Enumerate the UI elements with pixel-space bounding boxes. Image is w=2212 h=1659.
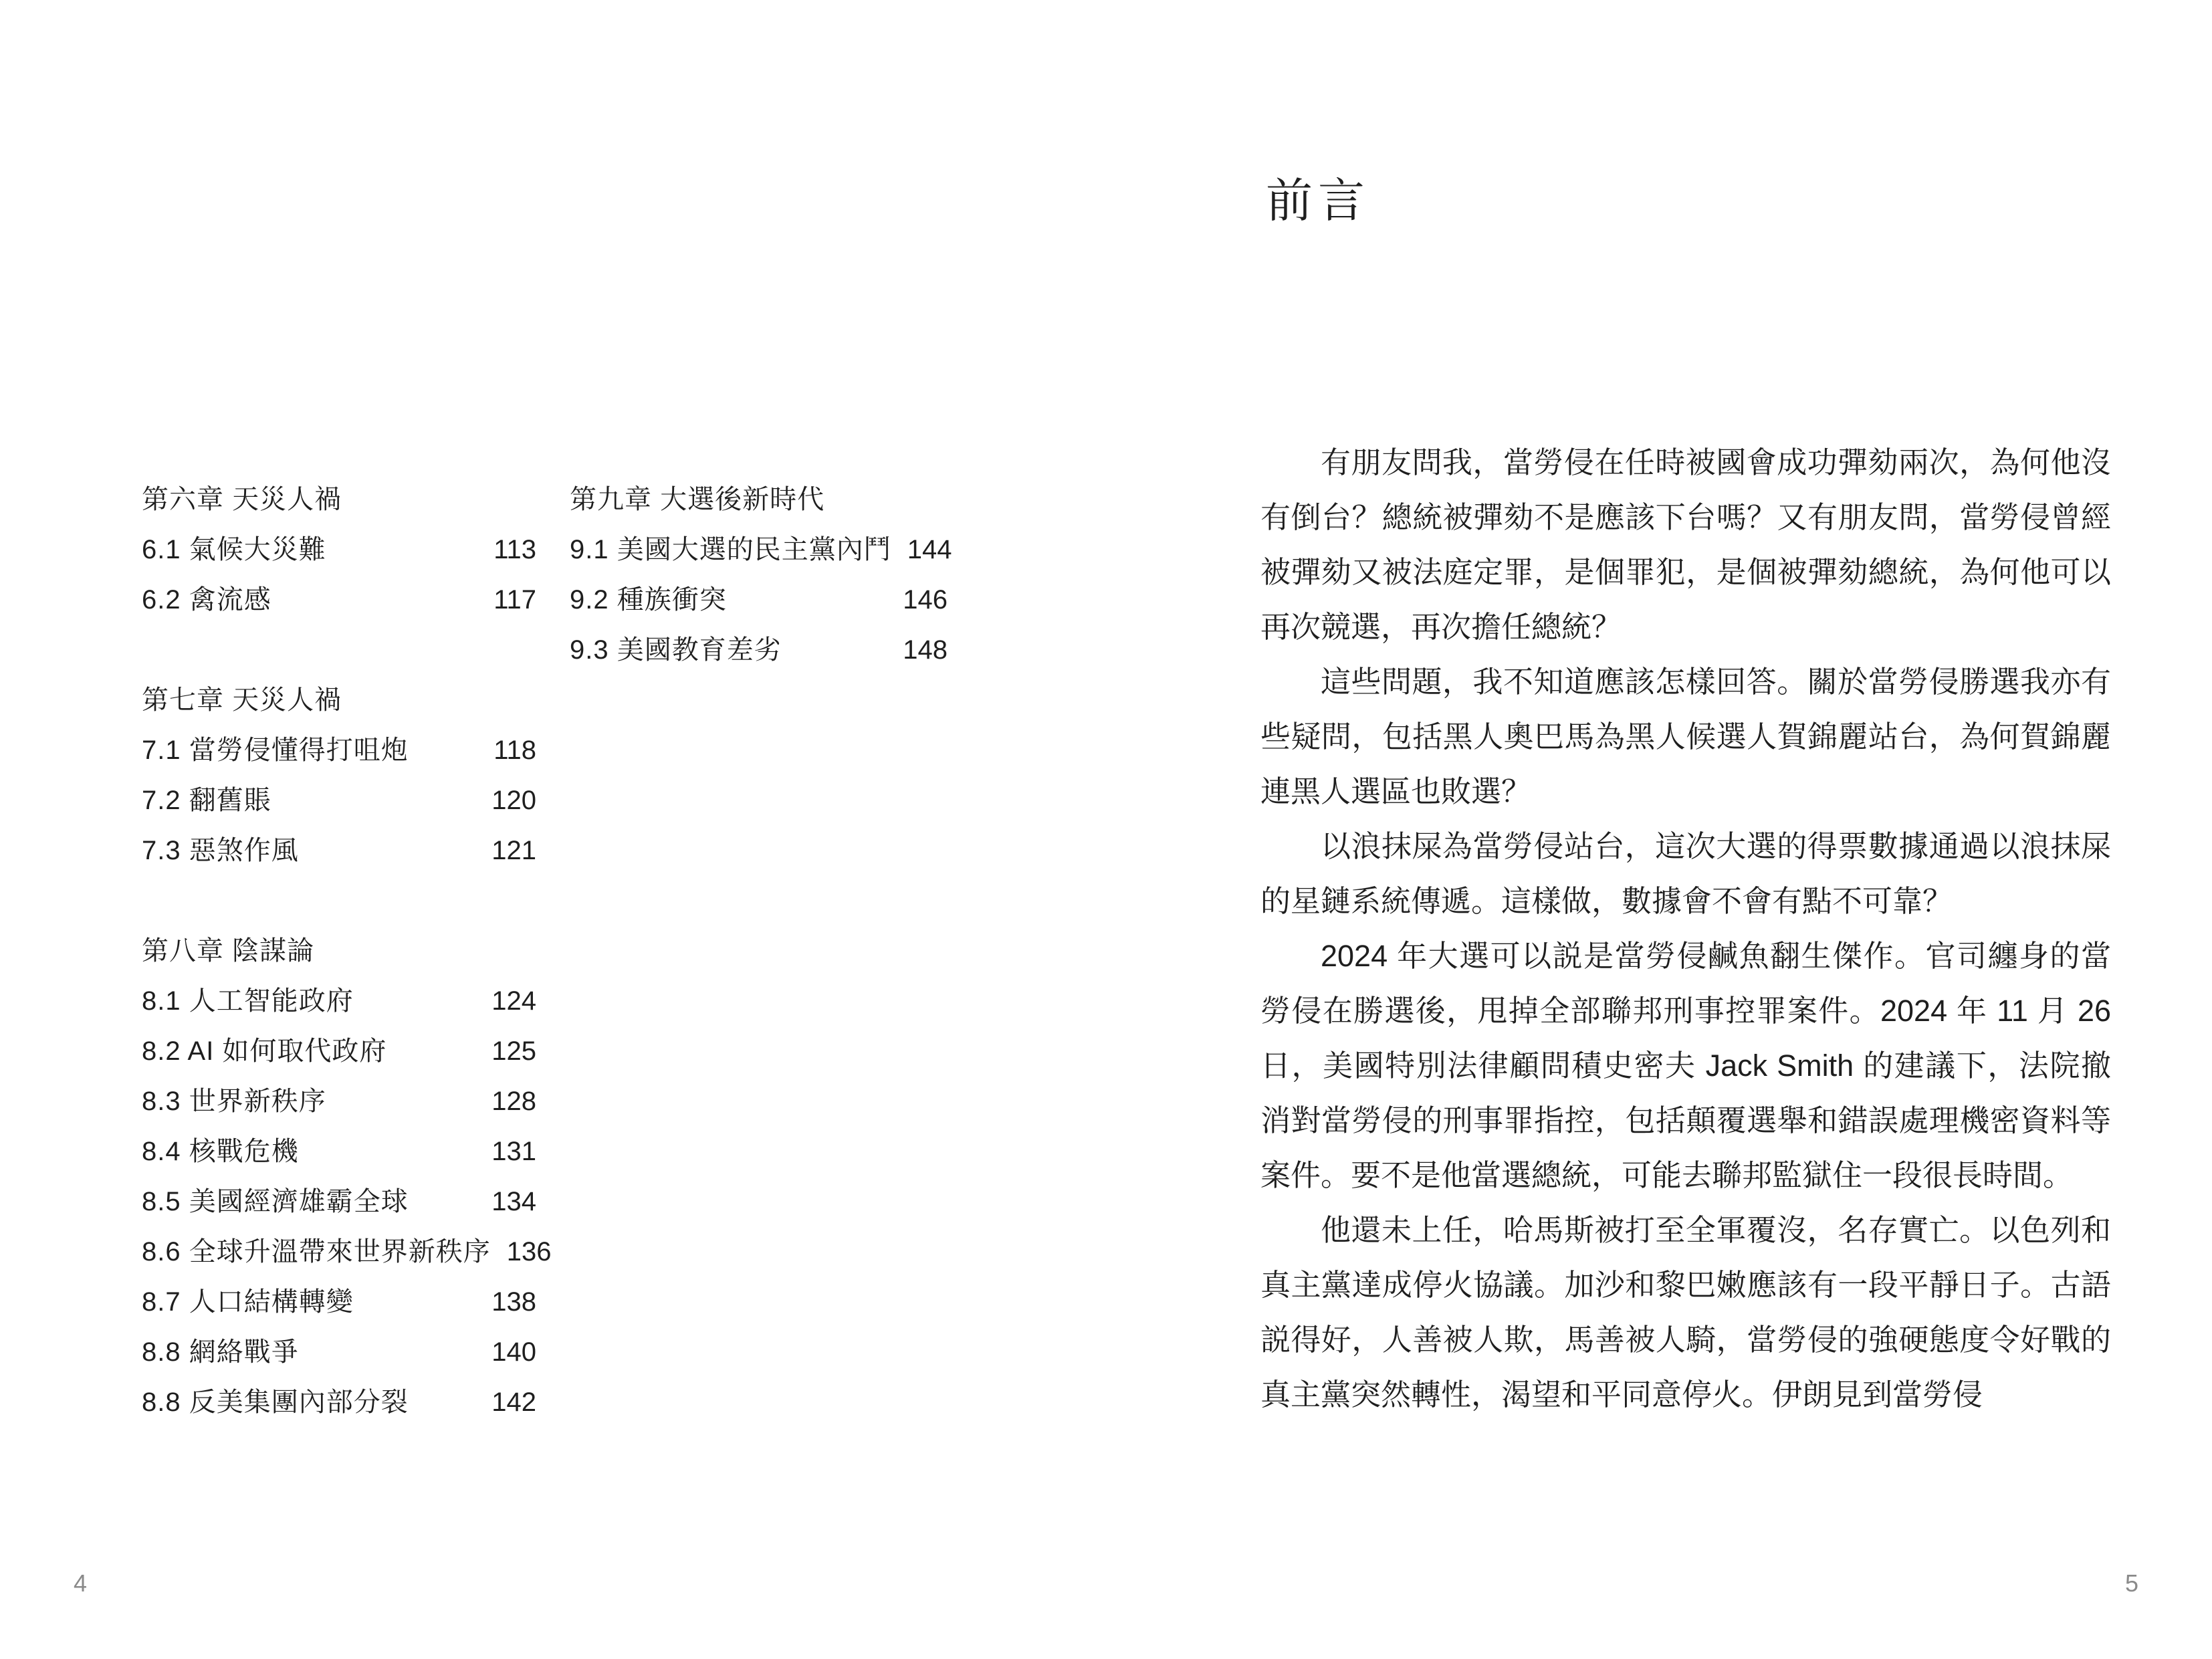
toc-entry-page-number: 124 (491, 986, 536, 1016)
toc-entry-label: 9.2 種族衝突 (570, 585, 727, 615)
toc-column-1 (142, 475, 552, 1428)
preface-paragraph: 以浪抹屎為當勞侵站台，這次大選的得票數據通過以浪抹屎的星鏈系統傳遞。這樣做，數據會不會有點不可靠？ (1260, 829, 2111, 918)
toc-entry-label: 8.7 人口結構轉變 (142, 1287, 354, 1317)
left-page-number: 4 (74, 1569, 88, 1597)
toc-entry-page-number: 142 (491, 1388, 536, 1417)
toc-entry-label: 8.6 全球升溫帶來世界新秩序 (142, 1237, 491, 1266)
toc-entry (142, 1227, 552, 1277)
toc-entry (570, 525, 952, 575)
toc-entry-page-number: 136 (506, 1237, 552, 1266)
toc-chapter-heading (142, 675, 536, 726)
toc-entry (142, 1277, 536, 1327)
preface-paragraph: 2024 年大選可以説是當勞侵鹹魚翻生傑作。官司纏身的當勞侵在勝選後，甩掉全部聯邦刑事控罪案件。2024 年 11 月 26 日，美國特別法律顧問積史密夫 Jack Smith 的建議下，法院撤消對當勞侵的刑事罪指控，包括顛覆選舉和錯誤處理機密資料等案件。要不是他當選總統，可能去聯邦監獄住一段很長時間。 (1260, 939, 2111, 1192)
preface-paragraph: 這些問題，我不知道應該怎樣回答。關於當勞侵勝選我亦有些疑問，包括黑人奧巴馬為黑人候選人賀錦麗站台，為何賀錦麗連黑人選區也敗選？ (1260, 665, 2111, 808)
right-page-number: 5 (2125, 1569, 2139, 1597)
toc-entry-label: 9.3 美國教育差劣 (570, 635, 782, 665)
toc-entry (142, 1077, 536, 1127)
toc-entry-page-number: 121 (491, 836, 536, 865)
toc-entry-label: 7.2 翻舊賬 (142, 786, 271, 815)
toc-entry-page-number: 128 (491, 1087, 536, 1116)
toc-entry-page-number: 125 (491, 1036, 536, 1066)
toc-entry (142, 1377, 536, 1428)
preface-paragraph: 他還未上任，哈馬斯被打至全軍覆沒，名存實亡。以色列和真主黨達成停火協議。加沙和黎巴嫩應該有一段平靜日子。古語説得好，人善被人欺，馬善被人騎，當勞侵的強硬態度令好戰的真主黨突然轉性，渴望和平同意停火。伊朗見到當勞侵 (1260, 1213, 2111, 1412)
toc-entry-label: 第七章 天災人禍 (142, 685, 342, 715)
right-page (1106, 0, 2212, 1659)
toc-entry (142, 726, 536, 776)
preface-paragraph: 有朋友問我，當勞侵在任時被國會成功彈劾兩次，為何他沒有倒台？總統被彈劾不是應該下台嗎？又有朋友問，當勞侵曾經被彈劾又被法庭定罪，是個罪犯，是個被彈劾總統，為何他可以再次競選，再次擔任總統？ (1260, 445, 2111, 644)
toc-entry-label: 第六章 天災人禍 (142, 485, 342, 514)
toc-entry (142, 1026, 536, 1077)
toc-entry-label: 8.1 人工智能政府 (142, 986, 354, 1016)
toc-entry-label: 第八章 陰謀論 (142, 936, 315, 966)
toc-chapter-heading (570, 475, 948, 525)
toc-entry-label: 8.5 美國經濟雄霸全球 (142, 1187, 409, 1216)
toc-entry-page-number: 146 (903, 585, 948, 615)
toc-entry (142, 976, 536, 1026)
toc-entry-page-number: 113 (493, 535, 536, 564)
toc-entry-page-number: 120 (491, 786, 536, 815)
toc-entry-page-number: 134 (491, 1187, 536, 1216)
toc-entry-label: 8.3 世界新秩序 (142, 1087, 326, 1116)
toc-chapter-heading (142, 475, 536, 525)
toc-entry (142, 575, 536, 625)
toc-spacer (142, 625, 536, 675)
toc-entry-page-number: 118 (493, 736, 536, 765)
toc-entry-label: 8.8 網絡戰爭 (142, 1337, 299, 1367)
toc-entry-label: 7.1 當勞侵懂得打咀炮 (142, 736, 409, 765)
toc-entry (570, 575, 948, 625)
toc-entry-label: 6.2 禽流感 (142, 585, 271, 615)
toc-entry-page-number: 144 (907, 535, 952, 564)
preface-title: 前言 (1266, 175, 1370, 227)
toc-entry (570, 625, 948, 675)
toc-entry (142, 1127, 536, 1177)
toc-chapter-heading (142, 926, 536, 976)
toc-entry (142, 1177, 536, 1227)
toc-entry-page-number: 140 (491, 1337, 536, 1367)
toc-entry-label: 8.2 AI 如何取代政府 (142, 1036, 387, 1066)
toc-entry-page-number: 138 (491, 1287, 536, 1317)
toc-entry-label: 第九章 大選後新時代 (570, 485, 825, 514)
toc-entry-label: 9.1 美國大選的民主黨內鬥 (570, 535, 891, 564)
toc-entry-label: 6.1 氣候大災難 (142, 535, 326, 564)
toc-spacer (142, 876, 536, 926)
toc-entry-page-number: 148 (903, 635, 948, 665)
toc-entry-label: 7.3 惡煞作風 (142, 836, 299, 865)
toc-entry-label: 8.8 反美集團內部分裂 (142, 1388, 409, 1417)
toc-entry (142, 826, 536, 876)
toc-entry-page-number: 117 (493, 585, 536, 615)
toc-entry (142, 525, 536, 575)
toc-entry-label: 8.4 核戰危機 (142, 1137, 299, 1166)
toc-entry-page-number: 131 (491, 1137, 536, 1166)
toc-entry (142, 1327, 536, 1377)
preface-body (1260, 435, 2111, 1422)
toc-column-2 (570, 475, 952, 675)
toc-entry (142, 776, 536, 826)
